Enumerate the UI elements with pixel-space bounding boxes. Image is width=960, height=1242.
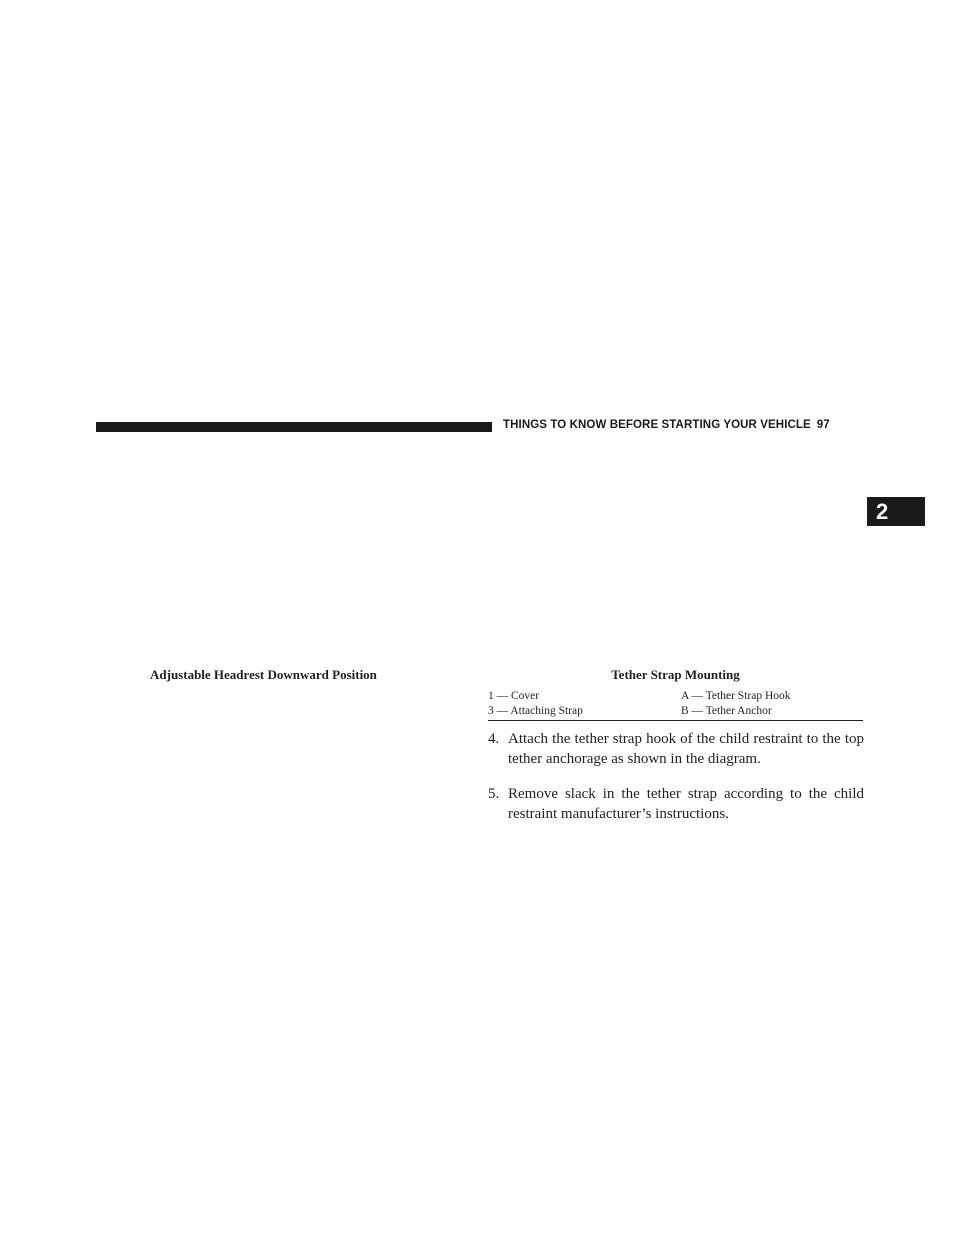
legend-row (488, 704, 863, 719)
chapter-tab: 2 (867, 497, 925, 526)
section-title: THINGS TO KNOW BEFORE STARTING YOUR VEHICLE (503, 419, 811, 431)
running-header (503, 419, 830, 431)
step-text: Attach the tether strap hook of the child restraint to the top tether anchorage as shown in the diagram. (508, 731, 864, 767)
tether-figure-caption: Tether Strap Mounting (611, 667, 740, 682)
step-number: 5. (488, 786, 500, 802)
legend-item: B — Tether Anchor (681, 705, 772, 717)
step-text: Remove slack in the tether strap according to the child restraint manufacturer’s instructions. (508, 786, 864, 822)
step-number: 4. (488, 731, 500, 747)
headrest-figure-caption: Adjustable Headrest Downward Position (150, 667, 377, 682)
instruction-steps (488, 729, 864, 834)
step-item (488, 784, 864, 824)
page-number: 97 (816, 419, 830, 431)
legend-item: 3 — Attaching Strap (488, 705, 583, 717)
step-item (488, 729, 864, 769)
header-rule (96, 422, 492, 432)
legend-divider (488, 720, 863, 721)
legend-row (488, 689, 863, 704)
figure-legend (488, 689, 863, 719)
legend-item: 1 — Cover (488, 690, 540, 702)
legend-item: A — Tether Strap Hook (681, 690, 791, 702)
